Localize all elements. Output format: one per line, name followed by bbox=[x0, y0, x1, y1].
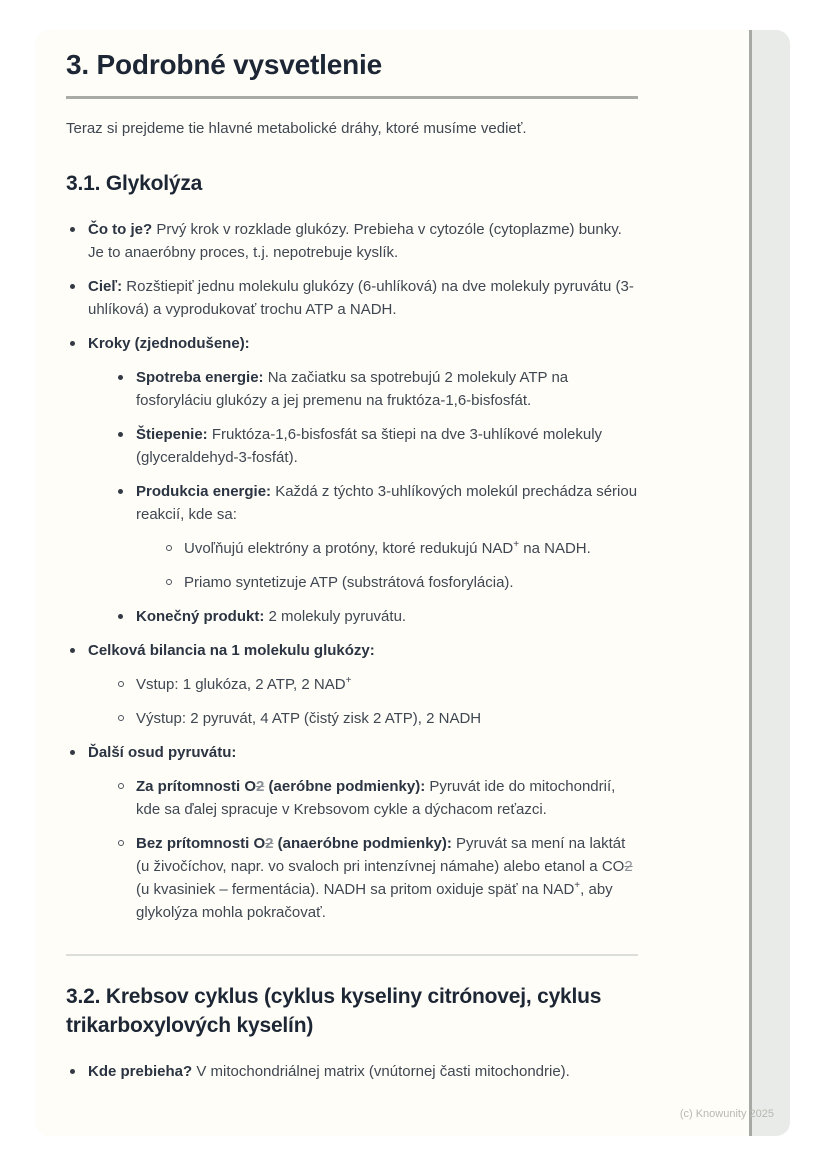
circle-bullet-icon bbox=[166, 545, 172, 551]
text-segment: na NADH. bbox=[519, 540, 591, 557]
text-segment: 2 bbox=[265, 835, 274, 852]
text-segment: Kde prebieha? bbox=[88, 1063, 193, 1080]
disc-bullet-icon bbox=[70, 284, 75, 289]
text-segment: Pyruvát sa mení na laktát (u živočíchov, napr. vo svaloch pri intenzívnej námahe) alebo etanol a CO bbox=[136, 835, 626, 875]
section-title-glykolyza: 3.1. Glykolýza bbox=[66, 172, 203, 195]
list-item bbox=[114, 707, 638, 730]
text-segment: (aeróbne podmienky): bbox=[264, 778, 426, 795]
circle-bullet-icon bbox=[118, 681, 124, 687]
disc-bullet-icon bbox=[70, 341, 75, 346]
section-divider bbox=[66, 954, 638, 956]
text-segment: Za prítomnosti O bbox=[136, 778, 256, 795]
text-segment: Celková bilancia na 1 molekulu glukózy: bbox=[88, 642, 375, 659]
list-item bbox=[66, 741, 638, 924]
disc-bullet-icon bbox=[118, 614, 123, 619]
list-item bbox=[162, 537, 638, 560]
text-segment: Na začiatku sa spotrebujú 2 molekuly ATP na fosforyláciu glukózy a jej premenu na fruktóza-1,6-bisfosfát. bbox=[136, 369, 569, 409]
text-segment: Výstup: 2 pyruvát, 4 ATP (čistý zisk 2 ATP), 2 NADH bbox=[136, 710, 482, 727]
intro-paragraph: Teraz si prejdeme tie hlavné metabolické dráhy, ktoré musíme vedieť. bbox=[66, 120, 527, 137]
disc-bullet-icon bbox=[118, 432, 123, 437]
bullet-list bbox=[114, 366, 638, 628]
text-segment: Čo to je? bbox=[88, 221, 153, 238]
text-segment: 2 bbox=[624, 858, 633, 875]
text-segment: Ďalší osud pyruvátu: bbox=[88, 744, 237, 761]
list-item bbox=[66, 275, 638, 321]
text-segment: (anaeróbne podmienky): bbox=[273, 835, 452, 852]
text-segment: Spotreba energie: bbox=[136, 369, 264, 386]
text-segment: + bbox=[513, 539, 520, 550]
text-segment: Priamo syntetizuje ATP (substrátová fosforylácia). bbox=[184, 574, 514, 591]
bullet-list bbox=[66, 1060, 638, 1083]
document-content bbox=[66, 44, 638, 1094]
title-divider bbox=[66, 96, 638, 99]
disc-bullet-icon bbox=[70, 648, 75, 653]
text-segment: Uvoľňujú elektróny a protóny, ktoré redukujú NAD bbox=[184, 540, 514, 557]
disc-bullet-icon bbox=[118, 375, 123, 380]
text-segment: Cieľ: bbox=[88, 278, 123, 295]
text-segment: Konečný produkt: bbox=[136, 608, 265, 625]
circle-bullet-icon bbox=[118, 783, 124, 789]
text-segment: Každá z týchto 3-uhlíkových molekúl prechádza sériou reakcií, kde sa: bbox=[136, 483, 638, 523]
page-title: 3. Podrobné vysvetlenie bbox=[66, 49, 382, 80]
list-item bbox=[114, 423, 638, 469]
bullet-list bbox=[114, 673, 638, 730]
list-item bbox=[114, 605, 638, 628]
text-segment: Produkcia energie: bbox=[136, 483, 272, 500]
list-item bbox=[66, 1060, 638, 1083]
disc-bullet-icon bbox=[70, 227, 75, 232]
list-item bbox=[114, 775, 638, 821]
list-item bbox=[66, 639, 638, 730]
text-segment: Pyruvát ide do mitochondrií, kde sa ďalej spracuje v Krebsovom cykle a dýchacom reťazci. bbox=[136, 778, 616, 818]
list-item bbox=[162, 571, 638, 594]
list-item bbox=[114, 366, 638, 412]
disc-bullet-icon bbox=[70, 750, 75, 755]
bullet-list bbox=[66, 218, 638, 924]
text-segment: Štiepenie: bbox=[136, 426, 208, 443]
scrollbar-track[interactable] bbox=[749, 30, 790, 1136]
disc-bullet-icon bbox=[70, 1069, 75, 1074]
glycolysis-list bbox=[66, 218, 638, 924]
text-segment: + bbox=[574, 880, 581, 891]
text-segment: Fruktóza-1,6-bisfosfát sa štiepi na dve 3-uhlíkové molekuly (glyceraldehyd-3-fosfát). bbox=[136, 426, 603, 466]
list-item bbox=[66, 332, 638, 628]
list-item bbox=[114, 673, 638, 696]
text-segment: Rozštiepiť jednu molekulu glukózy (6-uhlíková) na dve molekuly pyruvátu (3-uhlíková) a vyprodukovať trochu ATP a NADH. bbox=[88, 278, 634, 318]
text-segment: Kroky (zjednodušene): bbox=[88, 335, 250, 352]
circle-bullet-icon bbox=[166, 579, 172, 585]
text-segment: + bbox=[345, 675, 352, 686]
krebs-list bbox=[66, 1060, 638, 1083]
bullet-list bbox=[114, 775, 638, 924]
text-segment: Prvý krok v rozklade glukózy. Prebieha v cytozóle (cytoplazme) bunky. Je to anaeróbny proces, t.j. nepotrebuje kyslík. bbox=[88, 221, 622, 261]
list-item bbox=[114, 832, 638, 924]
copyright-watermark: (c) Knowunity 2025 bbox=[679, 1108, 774, 1120]
text-segment: Vstup: 1 glukóza, 2 ATP, 2 NAD bbox=[136, 676, 346, 693]
text-segment: , aby glykolýza mohla pokračovať. bbox=[136, 881, 613, 921]
text-segment: 2 molekuly pyruvátu. bbox=[264, 608, 407, 625]
text-segment: Bez prítomnosti O bbox=[136, 835, 266, 852]
section-title-krebsov-cyklus: 3.2. Krebsov cyklus (cyklus kyseliny citrónovej, cyklus trikarboxylových kyselín) bbox=[66, 985, 602, 1037]
list-item bbox=[114, 480, 638, 594]
bullet-list bbox=[162, 537, 638, 594]
text-segment: (u kvasiniek – fermentácia). NADH sa pritom oxiduje späť na NAD bbox=[136, 881, 575, 898]
document-page bbox=[36, 30, 790, 1136]
list-item bbox=[66, 218, 638, 264]
text-segment: V mitochondriálnej matrix (vnútornej časti mitochondrie). bbox=[192, 1063, 570, 1080]
text-segment: 2 bbox=[256, 778, 265, 795]
circle-bullet-icon bbox=[118, 715, 124, 721]
circle-bullet-icon bbox=[118, 840, 124, 846]
disc-bullet-icon bbox=[118, 489, 123, 494]
